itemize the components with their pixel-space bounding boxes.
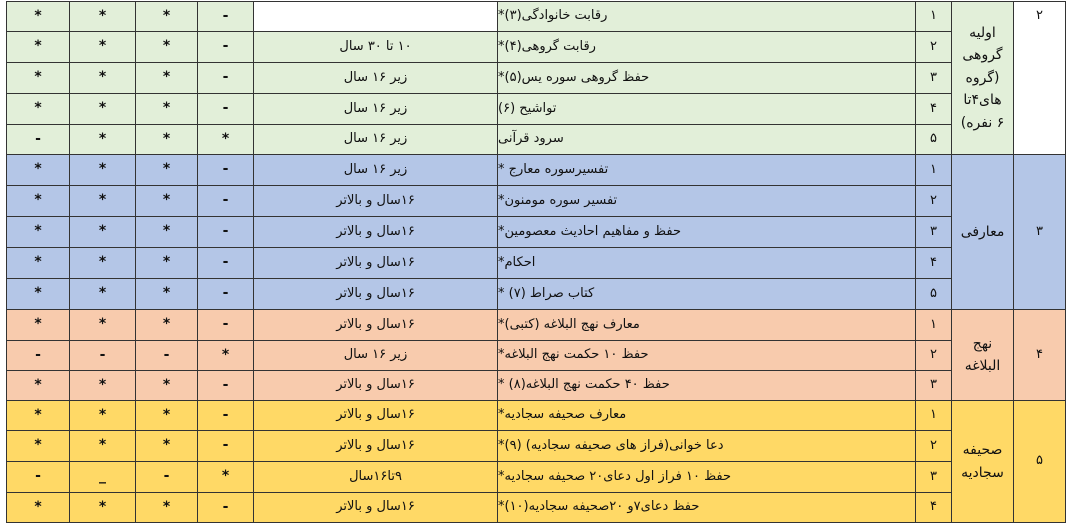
- category-cell: اولیه گروهی (گروه های۴تا ۶ نفره): [952, 1, 1014, 155]
- mark-cell-3: -: [70, 341, 136, 371]
- row-index-cell: ۴: [916, 94, 952, 125]
- category-cell: صحیفه سجادیه: [952, 401, 1014, 523]
- mark-cell-2: *: [136, 186, 198, 217]
- mark-cell-2: *: [136, 431, 198, 462]
- section-number-cell: ۲: [1014, 1, 1066, 155]
- mark-cell-2: *: [136, 371, 198, 401]
- mark-cell-2: *: [136, 310, 198, 341]
- mark-cell-4: *: [6, 493, 70, 523]
- mark-cell-1: -: [198, 94, 254, 125]
- mark-cell-1: -: [198, 310, 254, 341]
- mark-cell-4: *: [6, 94, 70, 125]
- age-range-cell: ۱۶سال و بالاتر: [254, 310, 498, 341]
- competition-title-cell: حفظ دعای۷و ۲۰صحیفه سجادیه(۱۰)*: [498, 493, 916, 523]
- category-cell: معارفی: [952, 155, 1014, 310]
- mark-cell-3: *: [70, 371, 136, 401]
- mark-cell-3: *: [70, 155, 136, 186]
- age-range-cell: ۱۰ تا ۳۰ سال: [254, 32, 498, 63]
- competition-title-cell: کتاب صراط (۷) *: [498, 279, 916, 310]
- mark-cell-3: *: [70, 125, 136, 155]
- competition-title-cell: حفظ ۱۰ فراز اول دعای۲۰ صحیفه سجادیه*: [498, 462, 916, 493]
- mark-cell-4: *: [6, 1, 70, 32]
- mark-cell-1: *: [198, 341, 254, 371]
- age-range-cell: زیر ۱۶ سال: [254, 341, 498, 371]
- row-index-cell: ۲: [916, 186, 952, 217]
- row-index-cell: ۱: [916, 155, 952, 186]
- row-index-cell: ۵: [916, 125, 952, 155]
- mark-cell-2: *: [136, 1, 198, 32]
- age-range-cell: ۹تا۱۶سال: [254, 462, 498, 493]
- mark-cell-1: -: [198, 401, 254, 431]
- age-range-cell: ۱۶سال و بالاتر: [254, 401, 498, 431]
- mark-cell-2: *: [136, 493, 198, 523]
- age-range-cell: ۱۶سال و بالاتر: [254, 371, 498, 401]
- mark-cell-1: -: [198, 32, 254, 63]
- mark-cell-1: -: [198, 217, 254, 248]
- mark-cell-4: *: [6, 32, 70, 63]
- mark-cell-4: *: [6, 279, 70, 310]
- mark-cell-4: *: [6, 248, 70, 279]
- mark-cell-1: *: [198, 462, 254, 493]
- competition-title-cell: حفظ ۱۰ حکمت نهج البلاغه*: [498, 341, 916, 371]
- mark-cell-4: *: [6, 310, 70, 341]
- mark-cell-3: _: [70, 462, 136, 493]
- mark-cell-3: *: [70, 431, 136, 462]
- age-range-cell: ۱۶سال و بالاتر: [254, 217, 498, 248]
- mark-cell-3: *: [70, 310, 136, 341]
- age-range-cell: ۱۶سال و بالاتر: [254, 431, 498, 462]
- mark-cell-4: *: [6, 217, 70, 248]
- mark-cell-2: *: [136, 401, 198, 431]
- mark-cell-2: *: [136, 32, 198, 63]
- competition-title-cell: حفظ گروهی سوره یس(۵)*: [498, 63, 916, 94]
- mark-cell-1: -: [198, 493, 254, 523]
- competition-title-cell: تفسیرسوره معارج *: [498, 155, 916, 186]
- row-index-cell: ۵: [916, 279, 952, 310]
- mark-cell-4: -: [6, 341, 70, 371]
- mark-cell-3: *: [70, 186, 136, 217]
- competition-title-cell: معارف نهج البلاغه (کتبی)*: [498, 310, 916, 341]
- competition-title-cell: رقابت گروهی(۴)*: [498, 32, 916, 63]
- mark-cell-3: *: [70, 94, 136, 125]
- row-index-cell: ۳: [916, 371, 952, 401]
- mark-cell-1: -: [198, 371, 254, 401]
- row-index-cell: ۱: [916, 401, 952, 431]
- age-range-cell: زیر ۱۶ سال: [254, 94, 498, 125]
- row-index-cell: ۳: [916, 217, 952, 248]
- category-cell: نهج البلاغه: [952, 310, 1014, 401]
- mark-cell-4: *: [6, 186, 70, 217]
- mark-cell-4: *: [6, 401, 70, 431]
- mark-cell-1: -: [198, 279, 254, 310]
- competition-table: [6, 1, 1066, 523]
- row-index-cell: ۴: [916, 493, 952, 523]
- competition-title-cell: تواشیح (۶): [498, 94, 916, 125]
- row-index-cell: ۲: [916, 341, 952, 371]
- age-range-cell: [254, 1, 498, 32]
- age-range-cell: ۱۶سال و بالاتر: [254, 248, 498, 279]
- mark-cell-3: *: [70, 1, 136, 32]
- competition-title-cell: رقابت خانوادگی(۳)*: [498, 1, 916, 32]
- mark-cell-2: *: [136, 125, 198, 155]
- mark-cell-1: -: [198, 63, 254, 94]
- mark-cell-3: *: [70, 248, 136, 279]
- section-number-cell: ۳: [1014, 155, 1066, 310]
- age-range-cell: زیر ۱۶ سال: [254, 63, 498, 94]
- mark-cell-1: -: [198, 431, 254, 462]
- mark-cell-4: *: [6, 63, 70, 94]
- mark-cell-2: *: [136, 279, 198, 310]
- age-range-cell: ۱۶سال و بالاتر: [254, 493, 498, 523]
- mark-cell-1: *: [198, 125, 254, 155]
- age-range-cell: ۱۶سال و بالاتر: [254, 186, 498, 217]
- mark-cell-2: *: [136, 94, 198, 125]
- competition-title-cell: تفسیر سوره مومنون*: [498, 186, 916, 217]
- competition-title-cell: احکام*: [498, 248, 916, 279]
- mark-cell-3: *: [70, 401, 136, 431]
- row-index-cell: ۱: [916, 310, 952, 341]
- competition-title-cell: معارف صحیفه سجادیه*: [498, 401, 916, 431]
- mark-cell-1: -: [198, 186, 254, 217]
- mark-cell-3: *: [70, 217, 136, 248]
- mark-cell-4: *: [6, 155, 70, 186]
- mark-cell-2: -: [136, 341, 198, 371]
- mark-cell-4: *: [6, 371, 70, 401]
- mark-cell-4: *: [6, 431, 70, 462]
- mark-cell-2: -: [136, 462, 198, 493]
- mark-cell-4: -: [6, 462, 70, 493]
- competition-title-cell: حفظ ۴۰ حکمت نهج البلاغه(۸) *: [498, 371, 916, 401]
- row-index-cell: ۴: [916, 248, 952, 279]
- age-range-cell: زیر ۱۶ سال: [254, 125, 498, 155]
- mark-cell-2: *: [136, 248, 198, 279]
- mark-cell-4: -: [6, 125, 70, 155]
- mark-cell-3: *: [70, 279, 136, 310]
- mark-cell-3: *: [70, 32, 136, 63]
- competition-title-cell: سرود قرآنی: [498, 125, 916, 155]
- competition-title-cell: حفظ و مفاهیم احادیث معصومین*: [498, 217, 916, 248]
- age-range-cell: ۱۶سال و بالاتر: [254, 279, 498, 310]
- mark-cell-2: *: [136, 217, 198, 248]
- row-index-cell: ۲: [916, 431, 952, 462]
- competition-title-cell: دعا خوانی(فراز های صحیفه سجادیه) (۹)*: [498, 431, 916, 462]
- mark-cell-1: -: [198, 1, 254, 32]
- mark-cell-3: *: [70, 63, 136, 94]
- row-index-cell: ۳: [916, 462, 952, 493]
- mark-cell-2: *: [136, 155, 198, 186]
- age-range-cell: زیر ۱۶ سال: [254, 155, 498, 186]
- mark-cell-3: *: [70, 493, 136, 523]
- row-index-cell: ۱: [916, 1, 952, 32]
- mark-cell-1: -: [198, 155, 254, 186]
- section-number-cell: ۵: [1014, 401, 1066, 523]
- mark-cell-2: *: [136, 63, 198, 94]
- row-index-cell: ۲: [916, 32, 952, 63]
- mark-cell-1: -: [198, 248, 254, 279]
- row-index-cell: ۳: [916, 63, 952, 94]
- section-number-cell: ۴: [1014, 310, 1066, 401]
